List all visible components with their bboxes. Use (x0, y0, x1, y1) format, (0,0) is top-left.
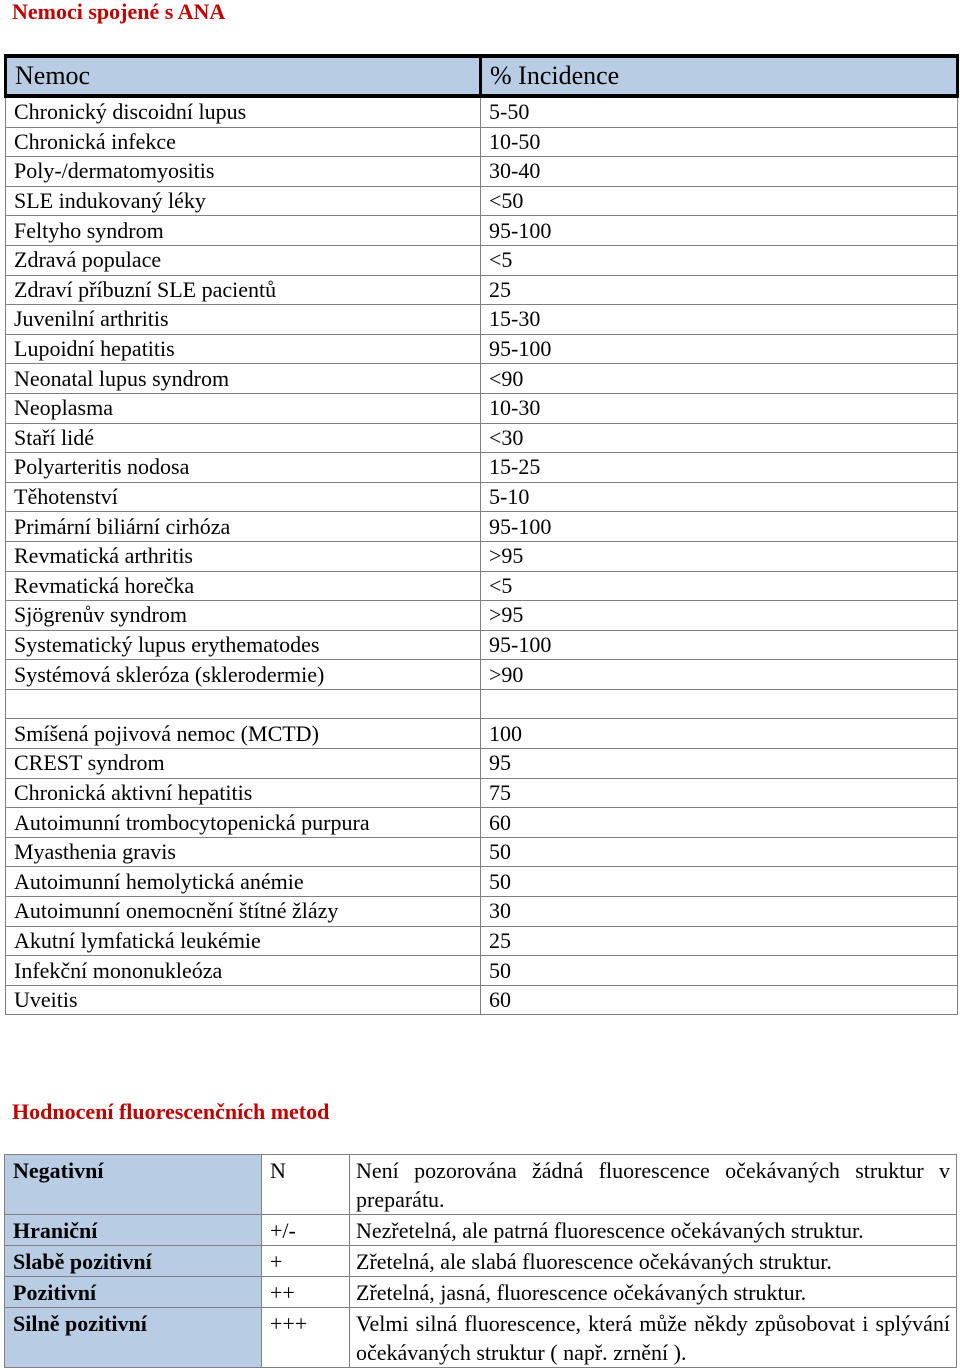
incidence-cell: 25 (481, 275, 958, 305)
table-row (6, 956, 958, 986)
disease-cell: Chronická aktivní hepatitis (6, 778, 481, 808)
disease-cell: Sjögrenův syndrom (6, 601, 481, 631)
table-row (5, 1215, 957, 1246)
section-title-fluorescence-evaluation: Hodnocení fluorescenčních metod (12, 1099, 330, 1124)
table-row (5, 1308, 957, 1368)
disease-cell: Revmatická horečka (6, 571, 481, 601)
table-row (6, 571, 958, 601)
table-row (6, 601, 958, 631)
table-row (6, 334, 958, 364)
evaluation-symbol-cell: +++ (262, 1308, 350, 1368)
incidence-cell: <5 (481, 571, 958, 601)
table-row (5, 1246, 957, 1277)
disease-cell: Systémová skleróza (sklerodermie) (6, 660, 481, 690)
incidence-cell: >95 (481, 541, 958, 571)
incidence-cell: 75 (481, 778, 958, 808)
evaluation-description-cell: Zřetelná, jasná, fluorescence očekávaných struktur. (350, 1277, 957, 1308)
table-row (6, 305, 958, 335)
disease-cell: Lupoidní hepatitis (6, 334, 481, 364)
disease-cell: Zdraví příbuzní SLE pacientů (6, 275, 481, 305)
evaluation-symbol-cell: ++ (262, 1277, 350, 1308)
disease-cell: Autoimunní hemolytická anémie (6, 867, 481, 897)
disease-cell: Revmatická arthritis (6, 541, 481, 571)
incidence-cell: <50 (481, 186, 958, 216)
table-row (6, 186, 958, 216)
disease-cell: Chronická infekce (6, 127, 481, 157)
incidence-cell: <30 (481, 423, 958, 453)
disease-cell: Feltyho syndrom (6, 216, 481, 246)
table-row (6, 749, 958, 779)
disease-cell: Neoplasma (6, 393, 481, 423)
incidence-cell: 95-100 (481, 216, 958, 246)
table-row (6, 96, 958, 127)
table-row (5, 1277, 957, 1308)
evaluation-description-cell: Není pozorována žádná fluorescence očekávaných struktur v preparátu. (350, 1155, 957, 1215)
incidence-cell: >95 (481, 601, 958, 631)
incidence-cell: <90 (481, 364, 958, 394)
disease-cell: SLE indukovaný léky (6, 186, 481, 216)
disease-cell: Poly-/dermatomyositis (6, 157, 481, 187)
disease-cell: Primární biliární cirhóza (6, 512, 481, 542)
column-header-disease: Nemoc (6, 56, 481, 96)
incidence-cell: 95 (481, 749, 958, 779)
disease-cell: Těhotenství (6, 482, 481, 512)
table-header-row (6, 56, 958, 96)
disease-cell: Polyarteritis nodosa (6, 453, 481, 483)
incidence-cell: 50 (481, 837, 958, 867)
table-row (6, 512, 958, 542)
table-row (6, 364, 958, 394)
table-row (6, 985, 958, 1015)
ana-diseases-table (4, 54, 959, 1015)
table-row (6, 275, 958, 305)
table-row (6, 837, 958, 867)
table-row (6, 926, 958, 956)
incidence-cell: 30 (481, 897, 958, 927)
evaluation-term-cell: Pozitivní (5, 1277, 262, 1308)
table-row (6, 423, 958, 453)
incidence-cell: 60 (481, 808, 958, 838)
evaluation-description-cell: Nezřetelná, ale patrná fluorescence očekávaných struktur. (350, 1215, 957, 1246)
table-row (6, 453, 958, 483)
incidence-cell (481, 689, 958, 719)
incidence-cell: 95-100 (481, 512, 958, 542)
incidence-cell: <5 (481, 245, 958, 275)
disease-cell: Juvenilní arthritis (6, 305, 481, 335)
disease-cell: Zdravá populace (6, 245, 481, 275)
table-row (6, 541, 958, 571)
incidence-cell: 15-25 (481, 453, 958, 483)
table-row (6, 393, 958, 423)
incidence-cell: 25 (481, 926, 958, 956)
disease-cell: Myasthenia gravis (6, 837, 481, 867)
incidence-cell: 30-40 (481, 157, 958, 187)
incidence-cell: 95-100 (481, 630, 958, 660)
incidence-cell: 100 (481, 719, 958, 749)
evaluation-description-cell: Zřetelná, ale slabá fluorescence očekávaných struktur. (350, 1246, 957, 1277)
table-row (6, 719, 958, 749)
evaluation-term-cell: Hraniční (5, 1215, 262, 1246)
evaluation-symbol-cell: + (262, 1246, 350, 1277)
table-row (6, 867, 958, 897)
table-row (6, 808, 958, 838)
incidence-cell: 95-100 (481, 334, 958, 364)
evaluation-term-cell: Silně pozitivní (5, 1308, 262, 1368)
disease-cell: CREST syndrom (6, 749, 481, 779)
table-row (6, 630, 958, 660)
table-row (6, 897, 958, 927)
evaluation-description-cell: Velmi silná fluorescence, která může někdy způsobovat i splývání očekávaných struktur ( např. zrnění ). (350, 1308, 957, 1368)
table-row (6, 778, 958, 808)
section-title-ana-diseases: Nemoci spojené s ANA (12, 0, 226, 24)
disease-cell: Systematický lupus erythematodes (6, 630, 481, 660)
table-row (6, 689, 958, 719)
column-header-incidence: % Incidence (481, 56, 958, 96)
table-row (6, 127, 958, 157)
incidence-cell: 5-10 (481, 482, 958, 512)
table-row (6, 245, 958, 275)
table-row (6, 216, 958, 246)
incidence-cell: 60 (481, 985, 958, 1015)
incidence-cell: 5-50 (481, 96, 958, 127)
evaluation-term-cell: Negativní (5, 1155, 262, 1215)
incidence-cell: 50 (481, 956, 958, 986)
evaluation-symbol-cell: N (262, 1155, 350, 1215)
disease-cell: Infekční mononukleóza (6, 956, 481, 986)
disease-cell: Autoimunní trombocytopenická purpura (6, 808, 481, 838)
table-row (6, 482, 958, 512)
disease-cell: Smíšená pojivová nemoc (MCTD) (6, 719, 481, 749)
fluorescence-evaluation-table (4, 1154, 957, 1368)
table-row (6, 660, 958, 690)
disease-cell (6, 689, 481, 719)
disease-cell: Autoimunní onemocnění štítné žlázy (6, 897, 481, 927)
evaluation-term-cell: Slabě pozitivní (5, 1246, 262, 1277)
disease-cell: Chronický discoidní lupus (6, 96, 481, 127)
table-row (6, 157, 958, 187)
incidence-cell: 15-30 (481, 305, 958, 335)
incidence-cell: >90 (481, 660, 958, 690)
table-row (5, 1155, 957, 1215)
incidence-cell: 10-50 (481, 127, 958, 157)
disease-cell: Akutní lymfatická leukémie (6, 926, 481, 956)
disease-cell: Uveitis (6, 985, 481, 1015)
incidence-cell: 50 (481, 867, 958, 897)
incidence-cell: 10-30 (481, 393, 958, 423)
disease-cell: Staří lidé (6, 423, 481, 453)
disease-cell: Neonatal lupus syndrom (6, 364, 481, 394)
evaluation-symbol-cell: +/- (262, 1215, 350, 1246)
